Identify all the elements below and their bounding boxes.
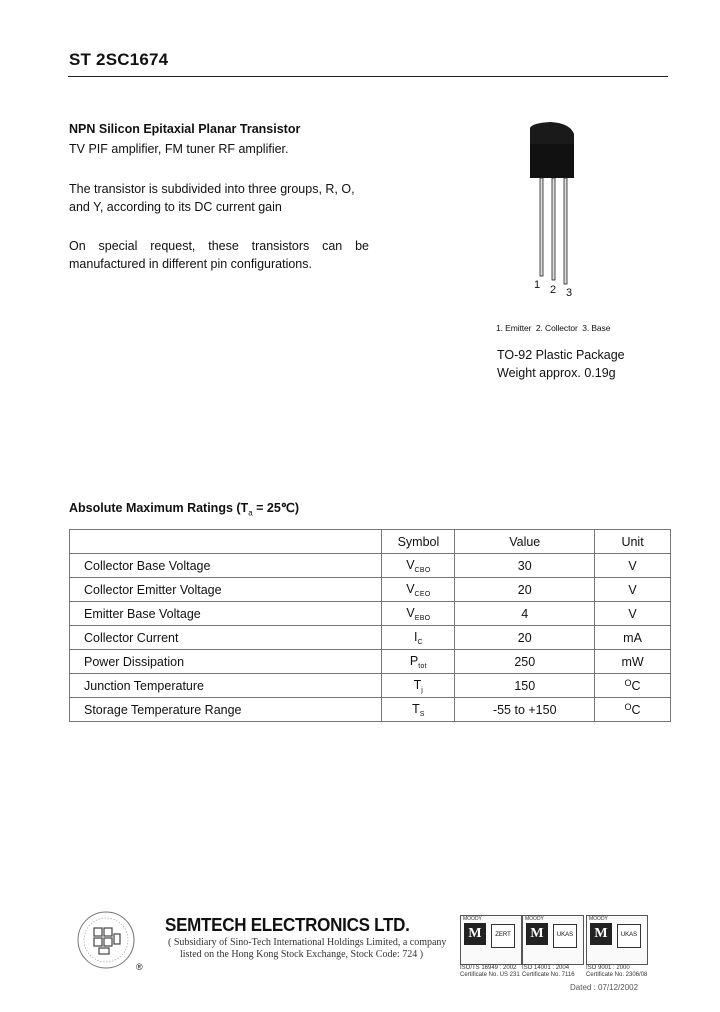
value-cell: 4 <box>455 602 595 626</box>
unit-text: C <box>631 679 641 693</box>
unit-degree-mark: O <box>624 678 632 688</box>
certification-badge <box>460 915 522 965</box>
accreditation-mark-icon <box>553 924 577 948</box>
pin-lead-1 <box>540 178 543 276</box>
pin-config-paragraph: On special request, these transistors can be manufactured in different pin configurations. <box>69 239 369 271</box>
application-text: TV PIF amplifier, FM tuner RF amplifier. <box>69 142 289 156</box>
symbol-subscript: S <box>419 710 425 718</box>
table-header-row <box>70 530 671 554</box>
symbol-subscript: j <box>421 686 424 694</box>
certificate-number: Certificate No. US 231 <box>460 972 520 978</box>
subsidiary-line-1: ( Subsidiary of Sino-Tech International Holdings Limited, a company <box>168 937 447 948</box>
certification-badge <box>522 915 584 965</box>
symbol-cell <box>382 578 455 602</box>
ratings-heading <box>69 500 299 518</box>
table-row <box>70 698 671 722</box>
ratings-table <box>69 529 671 722</box>
column-header-parameter <box>70 530 382 554</box>
symbol-subscript: CBO <box>414 566 431 574</box>
subsidiary-line-2: listed on the Hong Kong Stock Exchange, Stock Code: 724 ) <box>180 949 424 960</box>
column-header-unit: Unit <box>595 530 671 554</box>
accreditation-text: ZERT <box>495 932 511 938</box>
pin-number-2: 2 <box>550 284 557 296</box>
registered-mark: ® <box>136 962 143 972</box>
symbol-subscript: C <box>417 638 423 646</box>
param-name: Collector Emitter Voltage <box>70 578 382 602</box>
page-title: ST 2SC1674 <box>69 50 169 69</box>
value-cell: 250 <box>455 650 595 674</box>
ratings-heading-suffix: = 25℃) <box>252 501 299 515</box>
unit-text: mA <box>623 631 642 645</box>
symbol-cell <box>382 650 455 674</box>
ratings-heading-sub: a <box>248 508 253 518</box>
value-cell: 20 <box>455 626 595 650</box>
accreditation-text: UKAS <box>620 932 638 938</box>
certificate-number: Certificate No. 7116 <box>522 972 575 978</box>
symbol-letter: T <box>413 677 422 692</box>
unit-degree-mark: O <box>624 702 632 712</box>
table-row <box>70 674 671 698</box>
symbol-subscript: EBO <box>414 614 431 622</box>
symbol-letter: T <box>412 701 420 716</box>
symbol-cell <box>382 554 455 578</box>
table-row <box>70 602 671 626</box>
param-name: Emitter Base Voltage <box>70 602 382 626</box>
unit-cell <box>595 674 671 698</box>
symbol-subscript: tot <box>418 662 427 670</box>
to92-package-image <box>520 120 582 292</box>
moody-text: MOODY <box>463 916 482 922</box>
unit-cell <box>595 578 671 602</box>
moody-text: MOODY <box>525 916 544 922</box>
certificate-number: Certificate No. 2306/08 <box>586 972 648 978</box>
unit-cell <box>595 698 671 722</box>
package-name: TO-92 Plastic Package <box>497 348 625 362</box>
accreditation-mark-icon <box>491 924 515 948</box>
symbol-cell <box>382 674 455 698</box>
unit-cell <box>595 626 671 650</box>
certification-label: ISO 9001 : 2000 <box>586 965 630 971</box>
title-divider <box>68 76 668 77</box>
unit-cell <box>595 554 671 578</box>
param-name: Power Dissipation <box>70 650 382 674</box>
unit-text: C <box>631 703 641 717</box>
unit-text: mW <box>621 655 644 669</box>
value-cell: 150 <box>455 674 595 698</box>
param-name: Junction Temperature <box>70 674 382 698</box>
symbol-cell <box>382 626 455 650</box>
symbol-subscript: CEO <box>414 590 431 598</box>
table-row <box>70 626 671 650</box>
symbol-letter: I <box>413 629 418 644</box>
symbol-cell <box>382 602 455 626</box>
company-name: SEMTECH ELECTRONICS LTD. <box>165 914 410 935</box>
moody-logo-icon: M <box>590 923 612 945</box>
table-row <box>70 554 671 578</box>
certification-badge <box>586 915 648 965</box>
value-cell: 30 <box>455 554 595 578</box>
param-name: Collector Current <box>70 626 382 650</box>
symbol-cell <box>382 698 455 722</box>
moody-logo-icon: M <box>464 923 486 945</box>
moody-text: MOODY <box>589 916 608 922</box>
pin-lead-2 <box>552 178 555 280</box>
symbol-letter: P <box>409 653 419 668</box>
package-body-front <box>530 144 574 178</box>
unit-cell <box>595 650 671 674</box>
param-name: Storage Temperature Range <box>70 698 382 722</box>
symbol-letter: V <box>406 605 415 620</box>
pin-number-3: 3 <box>566 287 573 299</box>
moody-logo-icon: M <box>526 923 548 945</box>
pin-legend: 1. Emitter 2. Collector 3. Base <box>496 323 611 333</box>
symbol-letter: V <box>406 557 415 572</box>
grouping-paragraph: The transistor is subdivided into three groups, R, O, and Y, according to its DC current gain <box>69 182 355 214</box>
product-subtitle: NPN Silicon Epitaxial Planar Transistor <box>69 122 301 136</box>
certification-label: ISO 14001 : 2004 <box>522 965 570 971</box>
unit-text: V <box>628 607 637 621</box>
accreditation-text: UKAS <box>556 932 574 938</box>
dated-stamp: Dated : 07/12/2002 <box>570 983 639 992</box>
pin-number-1: 1 <box>534 279 541 291</box>
unit-text: V <box>628 583 637 597</box>
certification-label: ISO/TS 16949 : 2002 <box>460 965 517 971</box>
value-cell: 20 <box>455 578 595 602</box>
column-header-symbol: Symbol <box>382 530 455 554</box>
accreditation-mark-icon <box>617 924 641 948</box>
param-name: Collector Base Voltage <box>70 554 382 578</box>
semtech-logo-icon <box>76 910 136 970</box>
package-weight: Weight approx. 0.19g <box>497 366 616 380</box>
ratings-heading-prefix: Absolute Maximum Ratings (T <box>69 501 249 515</box>
unit-cell <box>595 602 671 626</box>
column-header-value: Value <box>455 530 595 554</box>
table-row <box>70 650 671 674</box>
table-row <box>70 578 671 602</box>
pin-lead-3 <box>564 178 567 284</box>
symbol-letter: V <box>406 581 415 596</box>
value-cell: -55 to +150 <box>455 698 595 722</box>
unit-text: V <box>628 559 637 573</box>
